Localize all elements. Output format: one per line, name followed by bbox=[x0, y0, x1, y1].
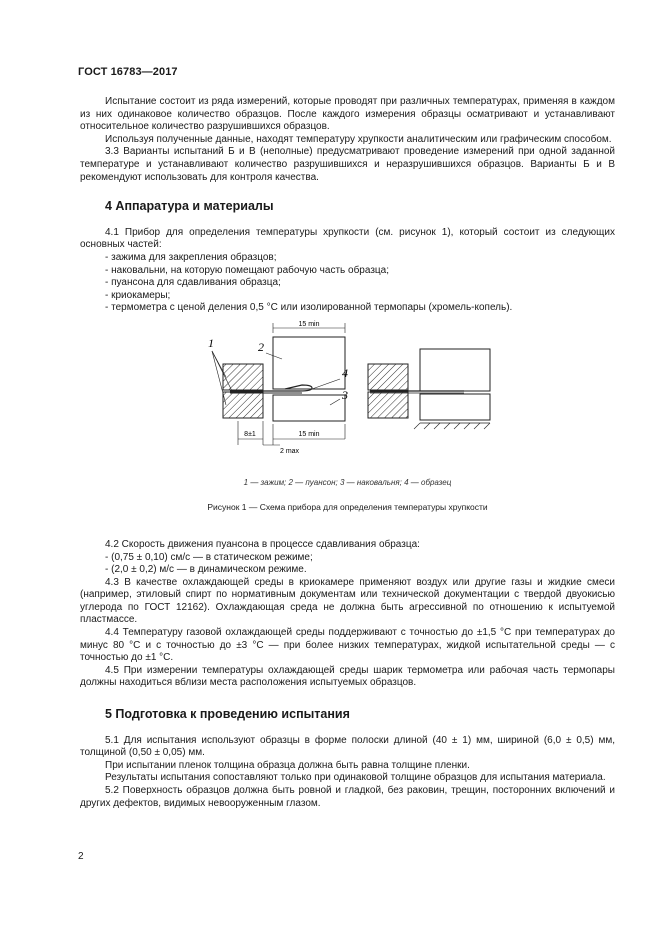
page-content bbox=[80, 96, 615, 810]
list-item: - криокамеры; bbox=[105, 289, 171, 301]
section-heading: 4 Аппаратура и материалы bbox=[105, 199, 274, 214]
paragraph: 4.4 Температуру газовой охлаждающей среды поддерживают с точностью до ±1,5 °C при температурах до минус 80 °C и с точностью до ±3 °C — при более низких температурах, жидкой испытательной среды — с точностью до ±1 °C. bbox=[80, 627, 615, 664]
punch-2 bbox=[420, 349, 490, 391]
dim-8-label: 8±1 bbox=[244, 430, 256, 438]
paragraph: 5.1 Для испытания используют образцы в форме полоски длиной (40 ± 1) мм, шириной (6,0 ± 0,5) мм, толщиной (0,50 ± 0,05) мм. bbox=[80, 734, 615, 759]
clamp-lower bbox=[223, 392, 263, 418]
label-3: 3 bbox=[342, 387, 348, 402]
label-2: 2 bbox=[258, 339, 264, 354]
page-number: 2 bbox=[78, 851, 84, 862]
list-item: - (2,0 ± 0,2) м/с — в динамическом режиме. bbox=[105, 564, 307, 576]
dim-2-label: 2 max bbox=[280, 447, 300, 455]
paragraph: При испытании пленок толщина образца должна быть равна толщине пленки. bbox=[105, 759, 470, 771]
label-4: 4 bbox=[342, 365, 348, 380]
figure-1 bbox=[80, 319, 615, 539]
paragraph: 4.2 Скорость движения пуансона в процессе сдавливания образца: bbox=[105, 538, 420, 550]
dim-top-label: 15 min bbox=[298, 320, 320, 328]
figure-legend: 1 — зажим; 2 — пуансон; 3 — наковальня; 4 — образец bbox=[243, 477, 452, 487]
section-heading: 5 Подготовка к проведению испытания bbox=[105, 707, 350, 722]
clamp-upper bbox=[223, 364, 263, 390]
paragraph: 4.5 При измерении температуры охлаждающей среды шарик термометра или рабочая часть термопары должны находиться вблизи места расположения испытуемых образцов. bbox=[80, 664, 615, 689]
list-item: - наковальни, на которую помещают рабочую часть образца; bbox=[105, 264, 389, 276]
paragraph: 4.3 В качестве охлаждающей среды в криокамере применяют воздух или другие газы и жидкие смеси (например, этиловый спирт по нормативным документам или технической документации с твердой двуокисью углерода по ГОСТ 12162). Охлаждающая среда не должна быть агрессивной по отношению к испытуемой пластмассе. bbox=[80, 576, 615, 626]
list-item: - термометра с ценой деления 0,5 °C или изолированной термопары (хромель-копель). bbox=[105, 302, 513, 314]
apparatus-diagram bbox=[80, 319, 615, 479]
paragraph: 5.2 Поверхность образцов должна быть ровной и гладкой, без раковин, трещин, посторонних включений и других дефектов, видимых невооруженным глазом. bbox=[80, 785, 615, 809]
label-1: 1 bbox=[208, 335, 214, 350]
dim-bottom-label: 15 min bbox=[298, 430, 320, 438]
clamp-upper-2 bbox=[368, 364, 408, 390]
list-item: - (0,75 ± 0,10) см/с — в статическом режиме; bbox=[105, 551, 313, 563]
paragraph: 4.1 Прибор для определения температуры хрупкости (см. рисунок 1), который состоит из следующих основных частей: bbox=[80, 226, 615, 251]
figure-caption: Рисунок 1 — Схема прибора для определения температуры хрупкости bbox=[207, 501, 488, 512]
paragraph: Результаты испытания сопоставляют только при одинаковой толщине образцов для испытания материала. bbox=[105, 772, 606, 784]
paragraph: 3.3 Варианты испытаний Б и В (неполные) предусматривают проведение измерений при одной заданной температуре и устанавливают количество разрушившихся и неразрушившихся образцов. Варианты Б и В рекомендуют использовать для контроля качества. bbox=[80, 146, 615, 183]
list-item: - пуансона для сдавливания образца; bbox=[105, 277, 281, 289]
anvil-2 bbox=[420, 394, 490, 420]
document-header: ГОСТ 16783—2017 bbox=[78, 66, 178, 78]
clamp-lower-2 bbox=[368, 392, 408, 418]
list-item: - зажима для закрепления образцов; bbox=[105, 251, 277, 263]
paragraph: Испытание состоит из ряда измерений, которые проводят при различных температурах, применяя в каждом из них одинаковое количество образцов. После каждого измерения образцы осматривают и устанавливают относительное количество разрушившихся образцов. bbox=[80, 96, 615, 133]
paragraph: Используя полученные данные, находят температуру хрупкости аналитическим или графическим способом. bbox=[105, 133, 612, 145]
anvil bbox=[273, 395, 345, 421]
